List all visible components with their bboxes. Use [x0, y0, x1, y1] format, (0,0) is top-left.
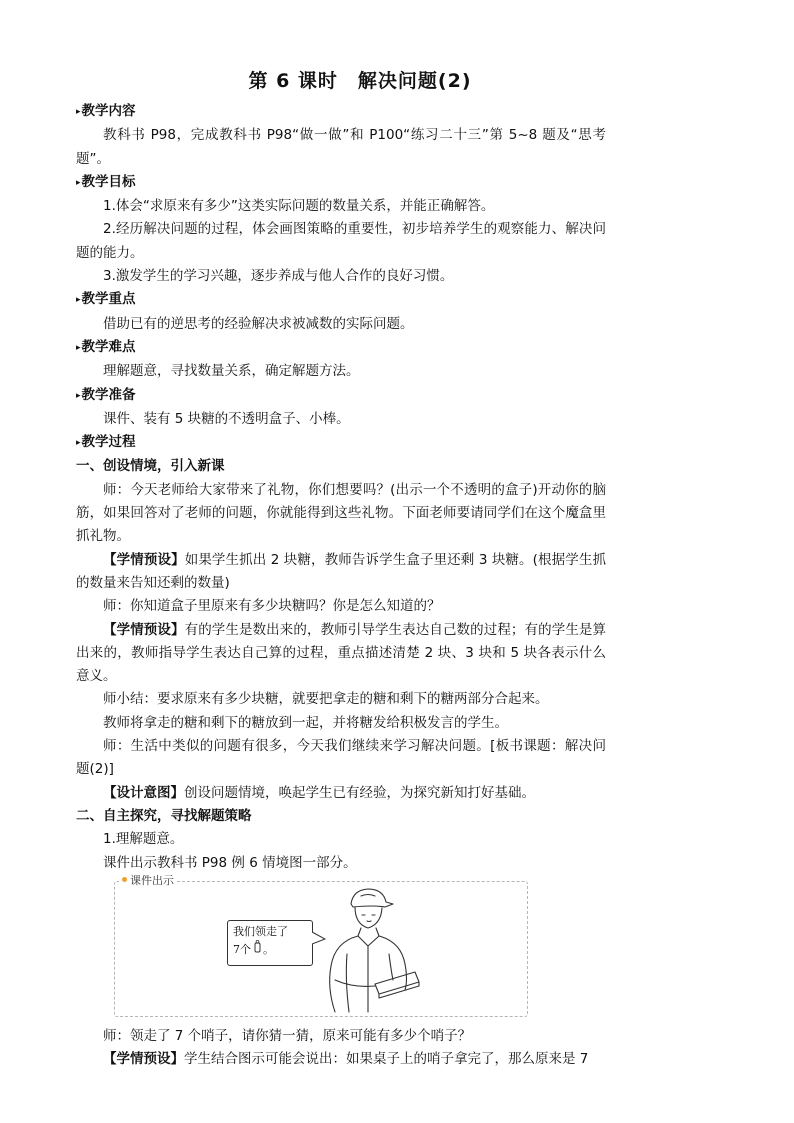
part2-heading: 二、自主探究，寻找解题策略 [76, 807, 252, 824]
key-text: 借助已有的逆思考的经验解决求被减数的实际问题。 [103, 315, 414, 332]
goal-item: 3.激发学生的学习兴趣，逐步养成与他人合作的良好习惯。 [103, 268, 454, 285]
figure-tag: 课件出示 [119, 874, 177, 888]
paragraph: 师：你知道盒子里原来有多少块糖吗？你是怎么知道的？ [103, 598, 441, 615]
paragraph: 1.理解题意。 [103, 831, 184, 848]
paragraph: 师：生活中类似的问题有很多，今天我们继续来学习解决问题。[板书课题：解决问题(2)] [76, 738, 606, 778]
goal-item: 2.经历解决问题的过程，体会画图策略的重要性，初步培养学生的观察能力、解决问题的能力。 [76, 221, 606, 261]
label-preset: 【学情预设】 [103, 1051, 184, 1068]
section-heading-key: ▸教学重点 [76, 291, 136, 308]
label-design: 【设计意图】 [103, 784, 184, 801]
goal-item: 1.体会“求原来有多少”这类实际问题的数量关系，并能正确解答。 [103, 198, 495, 215]
person-illustration [313, 884, 423, 1016]
speech-bubble: 我们领走了 7个 。 [227, 920, 313, 966]
triangle-bullet-icon: ▸ [76, 438, 81, 449]
part1-heading: 一、创设情境，引入新课 [76, 458, 225, 475]
triangle-bullet-icon: ▸ [76, 107, 81, 117]
triangle-bullet-icon: ▸ [76, 390, 81, 401]
section-heading-content: ▸教学内容 [76, 103, 136, 119]
paragraph: 师：领走了 7 个哨子，请你猜一猜，原来可能有多少个哨子？ [103, 1027, 472, 1044]
triangle-bullet-icon: ▸ [76, 177, 81, 188]
section-heading-process: ▸教学过程 [76, 434, 136, 451]
paragraph: 【学情预设】如果学生抓出 2 块糖，教师告诉学生盒子里还剩 3 块糖。(根据学生抓的数量来告知还剩的数量) [76, 551, 607, 591]
paragraph: 【学情预设】学生结合图示可能会说出：如果桌子上的哨子拿完了，那么原来是 7 [103, 1051, 589, 1068]
paragraph: 师小结：要求原来有多少块糖，就要把拿走的糖和剩下的糖两部分合起来。 [103, 691, 549, 708]
lesson-content [76, 100, 606, 1071]
triangle-bullet-icon: ▸ [76, 342, 81, 353]
paragraph: 教师将拿走的糖和剩下的糖放到一起，并将糖发给积极发言的学生。 [103, 714, 508, 731]
prep-text: 课件、装有 5 块糖的不透明盒子、小棒。 [103, 410, 350, 427]
section-heading-difficulty: ▸教学难点 [76, 338, 136, 355]
paragraph: 【设计意图】创设问题情境，唤起学生已有经验，为探究新知打好基础。 [103, 784, 535, 801]
paragraph: 【学情预设】有的学生是数出来的，教师引导学生表达自己数的过程；有的学生是算出来的，教师指导学生表达自己算的过程，重点描述清楚 2 块、3 块和 5 块各表示什么意义。 [76, 621, 607, 685]
whistle-icon [251, 940, 263, 958]
courseware-figure [114, 873, 528, 1017]
label-preset: 【学情预设】 [103, 621, 185, 638]
difficulty-text: 理解题意，寻找数量关系，确定解题方法。 [103, 363, 360, 380]
paragraph: 师：今天老师给大家带来了礼物，你们想要吗？(出示一个不透明的盒子)开动你的脑筋，如果回答对了老师的问题，你就能得到这些礼物。下面老师要请同学们在这个魔盒里抓礼物。 [76, 481, 606, 545]
paragraph: 课件出示教科书 P98 例 6 情境图一部分。 [103, 854, 357, 871]
page-title: 第 6 课时 解决问题(2) [248, 70, 472, 92]
content-text: 教科书 P98，完成教科书 P98“做一做”和 P100“练习二十三”第 5~8 题及“思考题”。 [76, 127, 606, 167]
tag-dot-icon [122, 877, 127, 882]
section-heading-prep: ▸教学准备 [76, 386, 136, 403]
label-preset: 【学情预设】 [103, 551, 185, 568]
triangle-bullet-icon: ▸ [76, 295, 81, 306]
section-heading-goals: ▸教学目标 [76, 173, 136, 190]
